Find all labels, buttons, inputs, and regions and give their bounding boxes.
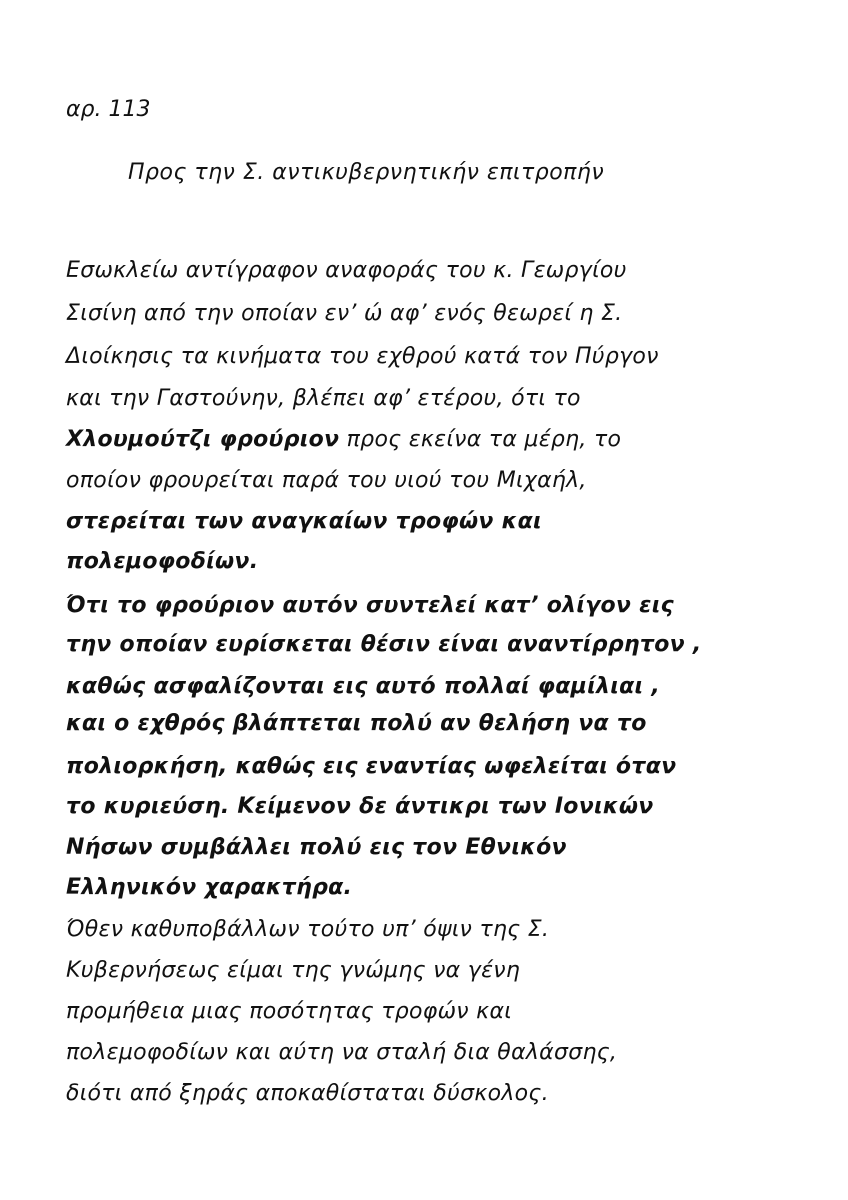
- body-line-16: Ελληνικόν χαρακτήρα.: [66, 875, 353, 900]
- body-line-14: το κυριεύση. Κείμενον δε άντικρι των Ιονικών: [66, 794, 654, 819]
- body-line-17: Όθεν καθυποβάλλων τούτο υπ’ όψιν της Σ.: [66, 917, 550, 942]
- body-line-4: και την Γαστούνην, βλέπει αφ’ ετέρου, ότι το: [66, 386, 581, 411]
- body-line-2: Σισίνη από την οποίαν εν’ ώ αφ’ ενός θεωρεί η Σ.: [66, 301, 623, 326]
- body-line-5-rest: προς εκείνα τα μέρη, το: [339, 427, 622, 452]
- document-title: Προς την Σ. αντικυβερνητικήν επιτροπήν: [128, 160, 605, 185]
- body-line-8: πολεμοφοδίων.: [66, 549, 259, 574]
- body-line-5: [66, 422, 621, 458]
- body-line-11: καθώς ασφαλίζονται εις αυτό πολλαί φαμίλιαι ,: [66, 674, 661, 699]
- body-line-20: πολεμοφοδίων και αύτη να σταλή δια θαλάσσης,: [66, 1040, 618, 1065]
- body-line-10: την οποίαν ευρίσκεται θέσιν είναι αναντίρρητον ,: [66, 632, 702, 657]
- body-line-1: Εσωκλείω αντίγραφον αναφοράς του κ. Γεωργίου: [66, 258, 627, 283]
- document-reference-number: αρ. 113: [66, 97, 151, 122]
- body-line-19: προμήθεια μιας ποσότητας τροφών και: [66, 999, 512, 1024]
- body-line-9: Ότι το φρούριον αυτόν συντελεί κατ’ ολίγον εις: [66, 593, 674, 618]
- body-line-13: πολιορκήση, καθώς εις εναντίας ωφελείται όταν: [66, 754, 677, 779]
- body-line-18: Κυβερνήσεως είμαι της γνώμης να γένη: [66, 958, 521, 983]
- body-line-12: και ο εχθρός βλάπτεται πολύ αν θελήση να το: [66, 711, 647, 736]
- body-line-3: Διοίκησις τα κινήματα του εχθρού κατά τον Πύργον: [66, 344, 659, 369]
- body-line-21: διότι από ξηράς αποκαθίσταται δύσκολος.: [66, 1081, 549, 1106]
- fortress-name: Χλουμούτζι φρούριον: [66, 427, 340, 452]
- body-line-7: στερείται των αναγκαίων τροφών και: [66, 509, 542, 534]
- body-line-15: Νήσων συμβάλλει πολύ εις τον Εθνικόν: [66, 835, 567, 860]
- body-line-6: οποίον φρουρείται παρά του υιού του Μιχαήλ,: [66, 468, 587, 493]
